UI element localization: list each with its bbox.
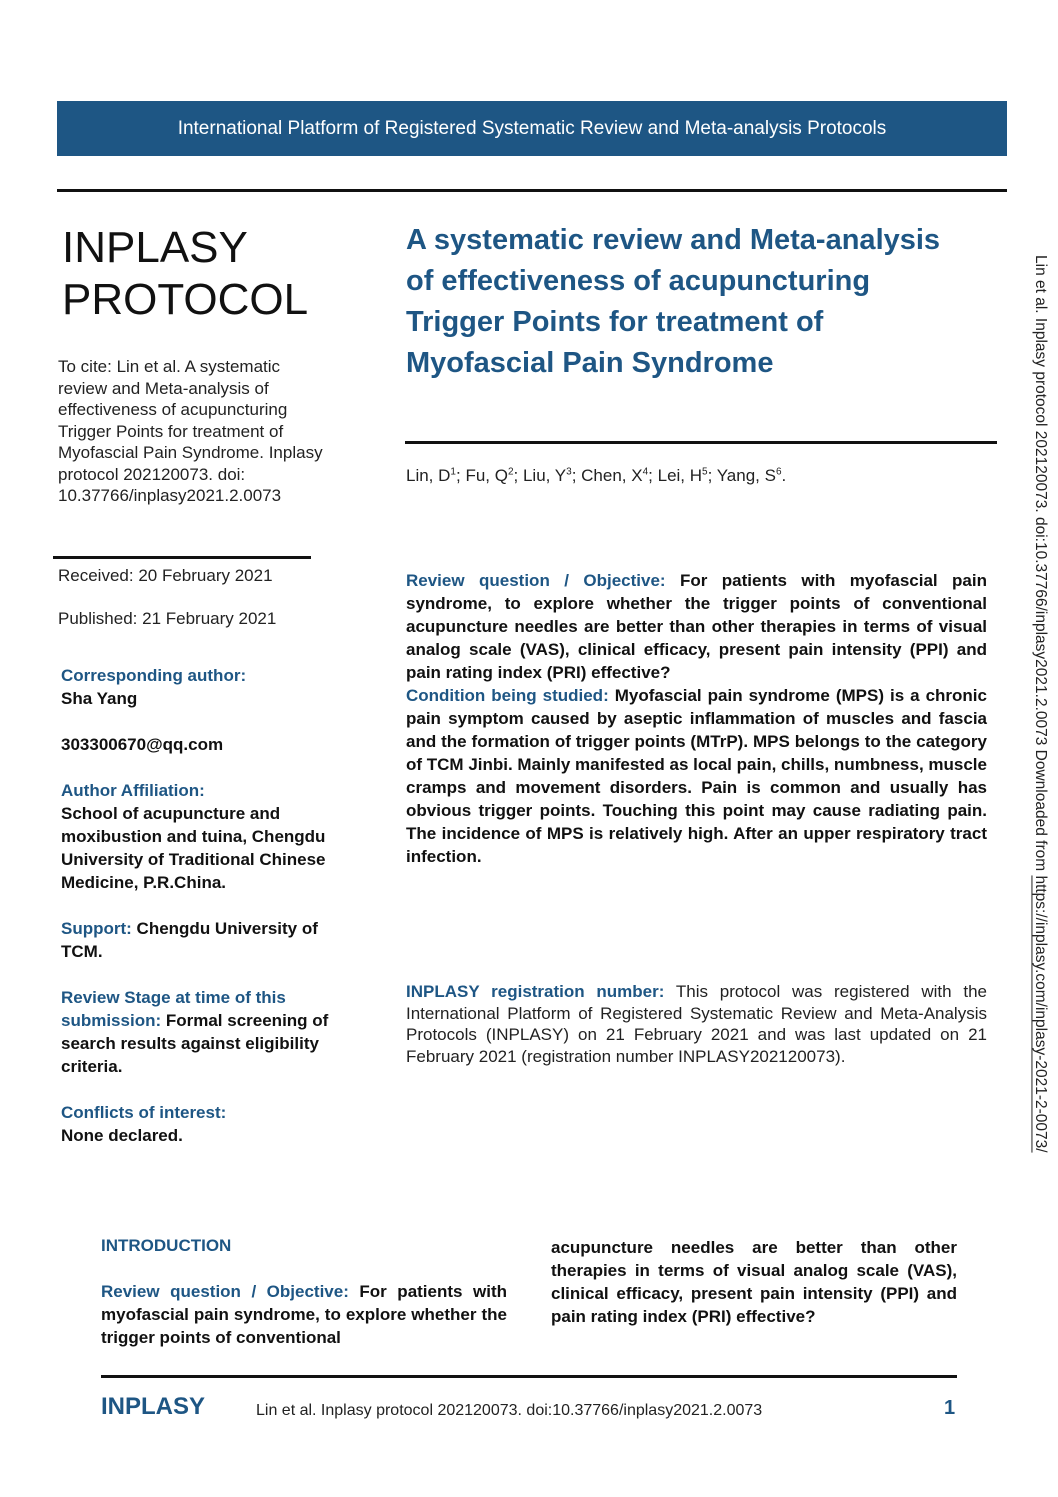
registration-label: INPLASY registration number: bbox=[406, 982, 665, 1001]
footer-brand: INPLASY bbox=[101, 1393, 206, 1420]
author-affiliation-mark: 1 bbox=[450, 466, 456, 478]
abstract bbox=[406, 569, 987, 868]
intro-column-1-text: For patients with myofascial pain syndrome, to explore whether the trigger points of conventional bbox=[101, 1282, 507, 1347]
conflicts-value: None declared. bbox=[61, 1126, 183, 1145]
registration-text: This protocol was registered with the International Platform of Registered Systematic Review and Meta-Analysis Protocols (INPLASY) on 21 February 2021 and was last updated on 21 February 2021 (registration number INPLASY202120073). bbox=[406, 982, 987, 1066]
author-affiliation-mark: 4 bbox=[642, 466, 649, 478]
introduction-column-2: acupuncture needles are better than other therapies in terms of visual analog scale (VAS), clinical efficacy, present pain intensity (PPI) and pain rating index (PRI) effective? bbox=[551, 1238, 957, 1326]
author-separator: ; bbox=[571, 466, 582, 485]
review-question-text: For patients with myofascial pain syndrome, to explore whether the trigger points of conventional acupuncture needles are better than other therapies in terms of visual analog scale (VAS), clinical efficacy, present pain intensity (PPI) and pain rating index (PRI) effective? bbox=[406, 571, 987, 682]
footer-citation: Lin et al. Inplasy protocol 202120073. doi:10.37766/inplasy2021.2.0073 bbox=[256, 1402, 763, 1419]
corresponding-author-label: Corresponding author: bbox=[61, 666, 247, 685]
download-side-note bbox=[1031, 255, 1049, 1153]
citation-block: To cite: Lin et al. A systematic review and Meta-analysis of effectiveness of acupuncturing Trigger Points for treatment of Myofascial Pain Syndrome. Inplasy protocol 202120073. doi: 10.37766/inplasy2021.2.0073 bbox=[58, 357, 323, 505]
published-date: Published: 21 February 2021 bbox=[58, 609, 277, 628]
title-divider bbox=[405, 441, 997, 444]
side-note-text: Lin et al. Inplasy protocol 202120073. doi:10.37766/inplasy2021.2.0073 Downloaded from bbox=[1032, 255, 1049, 876]
protocol-brand bbox=[62, 222, 308, 326]
introduction-column-1 bbox=[101, 1280, 507, 1349]
author-separator: ; bbox=[648, 466, 658, 485]
author: Liu, Y bbox=[522, 466, 567, 485]
review-question-label: Review question / Objective: bbox=[406, 571, 666, 590]
introduction-heading: INTRODUCTION bbox=[101, 1236, 232, 1255]
author: Lin, D bbox=[406, 466, 451, 485]
author: Yang, S bbox=[716, 466, 776, 485]
registration-info bbox=[406, 981, 987, 1067]
review-question bbox=[406, 569, 987, 684]
affiliation-label: Author Affiliation: bbox=[61, 781, 205, 800]
corresponding-author-email[interactable]: 303300670@qq.com bbox=[61, 735, 224, 754]
review-stage-label: Review Stage at time of this submission: bbox=[61, 988, 286, 1030]
support-label: Support: bbox=[61, 919, 132, 938]
download-link[interactable]: https://inplasy.com/inplasy-2021-2-0073/ bbox=[1032, 875, 1049, 1153]
author: Lei, H bbox=[657, 466, 703, 485]
corresponding-author-name: Sha Yang bbox=[61, 689, 138, 708]
author-affiliation-mark: 5 bbox=[702, 466, 708, 478]
condition-text: Myofascial pain syndrome (MPS) is a chronic pain symptom caused by aseptic inflammation of muscles and fascia and the formation of trigger points (MTrP). MPS belongs to the category of TCM Jinbi. Mainly manifested as local pain, chills, numbness, muscle cramps and movement disorders. Pain is common and usually has obvious trigger points. Touching this point may cause radiating pain. The incidence of MPS is relatively high. After an upper respiratory tract infection. bbox=[406, 686, 987, 866]
author-affiliation-mark: 2 bbox=[507, 466, 514, 478]
left-divider bbox=[53, 556, 311, 559]
author-list bbox=[406, 466, 786, 486]
review-stage-value: Formal screening of search results against eligibility criteria. bbox=[61, 1011, 329, 1076]
author: Fu, Q bbox=[465, 466, 508, 485]
author-separator: ; bbox=[707, 466, 717, 485]
author-affiliation-mark: 3 bbox=[566, 466, 572, 478]
conflicts-label: Conflicts of interest: bbox=[61, 1103, 227, 1122]
author-separator: ; bbox=[513, 466, 523, 485]
author-affiliation-mark: 6 bbox=[775, 466, 782, 478]
brand-line-2: PROTOCOL bbox=[62, 275, 309, 324]
intro-review-question-label: Review question / Objective: bbox=[101, 1282, 349, 1301]
header-banner: International Platform of Registered Systematic Review and Meta-analysis Protocols bbox=[57, 101, 1007, 156]
top-divider bbox=[57, 189, 1007, 192]
author-separator: . bbox=[781, 466, 787, 485]
condition-studied bbox=[406, 684, 987, 868]
footer-divider bbox=[101, 1375, 957, 1378]
support-value: Chengdu University of TCM. bbox=[61, 919, 318, 961]
paper-title: A systematic review and Meta-analysis of effectiveness of acupuncturing Trigger Points for treatment of Myofascial Pain Syndrome bbox=[406, 224, 941, 379]
metadata-panel bbox=[61, 664, 336, 1147]
page-number: 1 bbox=[944, 1397, 956, 1419]
condition-label: Condition being studied: bbox=[406, 686, 609, 705]
author: Chen, X bbox=[581, 466, 643, 485]
affiliation-value: School of acupuncture and moxibustion and tuina, Chengdu University of Traditional Chinese Medicine, P.R.China. bbox=[61, 804, 326, 892]
received-date: Received: 20 February 2021 bbox=[58, 566, 273, 585]
author-separator: ; bbox=[455, 466, 466, 485]
brand-line-1: INPLASY bbox=[62, 223, 248, 272]
